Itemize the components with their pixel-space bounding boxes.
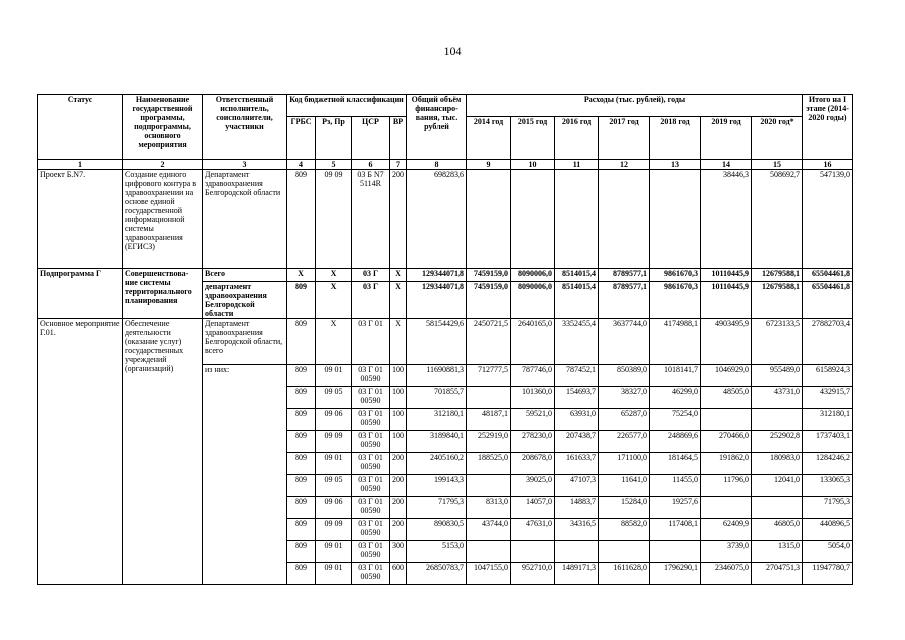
subprogram-year-value: 8789577,1 xyxy=(599,269,650,282)
detail-year-value: 15284,0 xyxy=(599,497,650,519)
subprogram-vr: Х xyxy=(390,282,407,319)
detail-csr: 03 Г 01 00590 xyxy=(352,519,390,541)
header-year: 2018 год xyxy=(650,117,701,160)
detail-year-value: 117408,1 xyxy=(650,519,701,541)
detail-year-value: 43744,0 xyxy=(467,519,511,541)
header-name: Наименование государственной программы, подпрограммы, основного мероприятия xyxy=(123,95,203,160)
subprogram-year-value: 7459159,0 xyxy=(467,269,511,282)
detail-year-value: 101360,0 xyxy=(511,387,555,409)
detail-year-value: 787746,0 xyxy=(511,365,555,387)
detail-year-value xyxy=(555,541,599,563)
subprogram-year-value: 8514015,4 xyxy=(555,282,599,319)
detail-year-value: 11455,0 xyxy=(650,475,701,497)
detail-total: 199143,3 xyxy=(407,475,467,497)
detail-stage-total: 5054,0 xyxy=(803,541,853,563)
detail-rzpr: 09 09 xyxy=(316,519,352,541)
measure-total-row xyxy=(38,319,853,365)
detail-year-value: 191862,0 xyxy=(701,453,752,475)
detail-year-value xyxy=(701,409,752,431)
detail-stage-total: 133065,3 xyxy=(803,475,853,497)
detail-year-value: 12041,0 xyxy=(752,475,803,497)
detail-year-value: 1046929,0 xyxy=(701,365,752,387)
detail-vr: 200 xyxy=(390,475,407,497)
detail-year-value: 3739,0 xyxy=(701,541,752,563)
column-number: 13 xyxy=(650,160,701,170)
project-rzpr: 09 09 xyxy=(316,170,352,269)
detail-year-value: 2346075,0 xyxy=(701,563,752,585)
detail-year-value: 59521,0 xyxy=(511,409,555,431)
subprogram-rzpr: Х xyxy=(316,282,352,319)
detail-year-value: 63931,0 xyxy=(555,409,599,431)
detail-csr: 03 Г 01 00590 xyxy=(352,431,390,453)
detail-year-value: 47107,3 xyxy=(555,475,599,497)
detail-vr: 200 xyxy=(390,519,407,541)
subprogram-rzpr: Х xyxy=(316,269,352,282)
column-number: 2 xyxy=(123,160,203,170)
subprogram-year-value: 10110445,9 xyxy=(701,282,752,319)
subprogram-status: Подпрограмма Г xyxy=(38,269,123,319)
measure-rzpr: Х xyxy=(316,319,352,365)
subprogram-grbs: 809 xyxy=(287,282,316,319)
detail-rzpr: 09 09 xyxy=(316,431,352,453)
project-year-value xyxy=(599,170,650,269)
header-year: 2019 год xyxy=(701,117,752,160)
project-responsible: Департамент здравоохранения Белгородской области xyxy=(203,170,287,269)
column-number: 12 xyxy=(599,160,650,170)
project-status: Проект Б.N7. xyxy=(38,170,123,269)
detail-stage-total: 432915,7 xyxy=(803,387,853,409)
header-vr: ВР xyxy=(390,117,407,160)
detail-year-value: 207438,7 xyxy=(555,431,599,453)
detail-year-value xyxy=(467,475,511,497)
detail-year-value: 48505,0 xyxy=(701,387,752,409)
header-row-1 xyxy=(38,95,853,117)
detail-rzpr: 09 05 xyxy=(316,387,352,409)
project-year-value xyxy=(511,170,555,269)
detail-year-value: 39025,0 xyxy=(511,475,555,497)
detail-year-value: 270466,0 xyxy=(701,431,752,453)
column-number: 4 xyxy=(287,160,316,170)
detail-csr: 03 Г 01 00590 xyxy=(352,365,390,387)
detail-year-value: 1489171,3 xyxy=(555,563,599,585)
detail-year-value: 1796290,1 xyxy=(650,563,701,585)
detail-rzpr: 09 06 xyxy=(316,409,352,431)
header-total: Общий объём финансиро-вания, тыс. рублей xyxy=(407,95,467,160)
detail-grbs: 809 xyxy=(287,365,316,387)
subprogram-vr: Х xyxy=(390,269,407,282)
detail-year-value: 65287,0 xyxy=(599,409,650,431)
detail-csr: 03 Г 01 00590 xyxy=(352,475,390,497)
detail-stage-total: 71795,3 xyxy=(803,497,853,519)
detail-stage-total: 11947780,7 xyxy=(803,563,853,585)
detail-year-value: 75254,0 xyxy=(650,409,701,431)
measure-year-value: 3637744,0 xyxy=(599,319,650,365)
detail-year-value: 88582,0 xyxy=(599,519,650,541)
detail-grbs: 809 xyxy=(287,519,316,541)
detail-year-value: 181464,5 xyxy=(650,453,701,475)
detail-total: 5153,0 xyxy=(407,541,467,563)
subprogram-year-value: 9861670,3 xyxy=(650,269,701,282)
budget-table xyxy=(37,94,853,585)
detail-year-value xyxy=(599,541,650,563)
detail-year-value xyxy=(752,497,803,519)
detail-grbs: 809 xyxy=(287,431,316,453)
subprogram-resp: Всего xyxy=(203,269,287,282)
measure-stage-total: 27882703,4 xyxy=(803,319,853,365)
detail-grbs: 809 xyxy=(287,475,316,497)
detail-csr: 03 Г 01 00590 xyxy=(352,497,390,519)
column-number: 3 xyxy=(203,160,287,170)
measure-year-value: 2450721,5 xyxy=(467,319,511,365)
detail-year-value: 43731,0 xyxy=(752,387,803,409)
detail-year-value: 14057,0 xyxy=(511,497,555,519)
detail-total: 3189840,1 xyxy=(407,431,467,453)
subprogram-year-value: 8090006,0 xyxy=(511,269,555,282)
detail-year-value xyxy=(467,387,511,409)
detail-total: 312180,1 xyxy=(407,409,467,431)
project-year-value xyxy=(555,170,599,269)
detail-year-value: 787452,1 xyxy=(555,365,599,387)
measure-resp-total: Департамент здравоохранения Белгородской области, всего xyxy=(203,319,287,365)
detail-year-value: 19257,6 xyxy=(650,497,701,519)
subprogram-year-value: 8090006,0 xyxy=(511,282,555,319)
subprogram-year-value: 12679588,1 xyxy=(752,282,803,319)
measure-status: Основное мероприятие Г.01. xyxy=(38,319,123,585)
column-number: 8 xyxy=(407,160,467,170)
detail-year-value xyxy=(650,541,701,563)
measure-total: 58154429,6 xyxy=(407,319,467,365)
project-total: 698283,6 xyxy=(407,170,467,269)
detail-year-value xyxy=(511,541,555,563)
detail-year-value: 1018141,7 xyxy=(650,365,701,387)
detail-year-value: 252919,0 xyxy=(467,431,511,453)
detail-year-value: 252902,8 xyxy=(752,431,803,453)
detail-vr: 200 xyxy=(390,453,407,475)
detail-year-value: 952710,0 xyxy=(511,563,555,585)
detail-year-value: 208678,0 xyxy=(511,453,555,475)
detail-year-value: 46805,0 xyxy=(752,519,803,541)
detail-grbs: 809 xyxy=(287,387,316,409)
subprogram-grbs: Х xyxy=(287,269,316,282)
header-grbs: ГРБС xyxy=(287,117,316,160)
detail-year-value: 850389,0 xyxy=(599,365,650,387)
detail-year-value xyxy=(467,541,511,563)
detail-csr: 03 Г 01 00590 xyxy=(352,387,390,409)
detail-year-value xyxy=(701,497,752,519)
detail-year-value: 188525,0 xyxy=(467,453,511,475)
detail-rzpr: 09 01 xyxy=(316,453,352,475)
detail-year-value: 48187,1 xyxy=(467,409,511,431)
measure-year-value: 3352455,4 xyxy=(555,319,599,365)
detail-year-value: 154693,7 xyxy=(555,387,599,409)
column-number-row xyxy=(38,160,853,170)
detail-csr: 03 Г 01 00590 xyxy=(352,541,390,563)
column-number: 1 xyxy=(38,160,123,170)
detail-total: 26850783,7 xyxy=(407,563,467,585)
project-year-value: 38446,3 xyxy=(701,170,752,269)
project-vr: 200 xyxy=(390,170,407,269)
column-number: 14 xyxy=(701,160,752,170)
subprogram-year-value: 8514015,4 xyxy=(555,269,599,282)
project-year-value xyxy=(650,170,701,269)
detail-vr: 100 xyxy=(390,387,407,409)
column-number: 15 xyxy=(752,160,803,170)
subprogram-year-value: 12679588,1 xyxy=(752,269,803,282)
detail-grbs: 809 xyxy=(287,563,316,585)
measure-name: Обеспечение деятельности (оказание услуг) государственных учреждений (организаций) xyxy=(123,319,203,585)
header-responsible: Ответственный исполнитель, соисполнители, участники xyxy=(203,95,287,160)
measure-year-value: 4903495,9 xyxy=(701,319,752,365)
detail-total: 11690881,3 xyxy=(407,365,467,387)
detail-total: 701855,7 xyxy=(407,387,467,409)
detail-year-value: 1047155,0 xyxy=(467,563,511,585)
subprogram-total: 129344071,8 xyxy=(407,269,467,282)
measure-csr: 03 Г 01 xyxy=(352,319,390,365)
detail-grbs: 809 xyxy=(287,409,316,431)
detail-rzpr: 09 01 xyxy=(316,563,352,585)
detail-total: 890830,5 xyxy=(407,519,467,541)
detail-year-value: 955489,0 xyxy=(752,365,803,387)
column-number: 5 xyxy=(316,160,352,170)
detail-stage-total: 1737403,1 xyxy=(803,431,853,453)
column-number: 16 xyxy=(803,160,853,170)
detail-stage-total: 312180,1 xyxy=(803,409,853,431)
detail-year-value: 1611628,0 xyxy=(599,563,650,585)
detail-vr: 100 xyxy=(390,431,407,453)
project-csr: 03 Б N7 5114R xyxy=(352,170,390,269)
subprogram-total: 129344071,8 xyxy=(407,282,467,319)
project-row xyxy=(38,170,853,269)
detail-total: 71795,3 xyxy=(407,497,467,519)
detail-vr: 300 xyxy=(390,541,407,563)
project-year-value xyxy=(467,170,511,269)
subprogram-year-value: 7459159,0 xyxy=(467,282,511,319)
detail-total: 2405160,2 xyxy=(407,453,467,475)
header-budget-code: Код бюджетной классификации xyxy=(287,95,407,117)
project-grbs: 809 xyxy=(287,170,316,269)
column-number: 6 xyxy=(352,160,390,170)
header-rzpr: Рз, Пр xyxy=(316,117,352,160)
subprogram-year-value: 8789577,1 xyxy=(599,282,650,319)
project-year-value: 508692,7 xyxy=(752,170,803,269)
detail-year-value: 62409,9 xyxy=(701,519,752,541)
column-number: 10 xyxy=(511,160,555,170)
project-name: Создание единого цифрового контура в здравоохранении на основе единой государственной информационной системы здравоохранения (ЕГИСЗ) xyxy=(123,170,203,269)
detail-year-value: 34316,5 xyxy=(555,519,599,541)
subprogram-row-total xyxy=(38,269,853,282)
measure-year-value: 4174988,1 xyxy=(650,319,701,365)
detail-year-value: 226577,0 xyxy=(599,431,650,453)
subprogram-csr: 03 Г xyxy=(352,282,390,319)
page-number: 104 xyxy=(443,44,462,58)
detail-year-value: 161633,7 xyxy=(555,453,599,475)
subprogram-stage-total: 65504461,8 xyxy=(803,269,853,282)
detail-year-value xyxy=(752,409,803,431)
header-year: 2014 год xyxy=(467,117,511,160)
detail-year-value: 47631,0 xyxy=(511,519,555,541)
detail-vr: 100 xyxy=(390,365,407,387)
detail-csr: 03 Г 01 00590 xyxy=(352,453,390,475)
column-number: 7 xyxy=(390,160,407,170)
detail-year-value: 180983,0 xyxy=(752,453,803,475)
measure-resp-sub: из них: xyxy=(203,365,287,585)
detail-grbs: 809 xyxy=(287,541,316,563)
detail-grbs: 809 xyxy=(287,497,316,519)
header-year: 2015 год xyxy=(511,117,555,160)
detail-year-value: 278230,0 xyxy=(511,431,555,453)
subprogram-year-value: 9861670,3 xyxy=(650,282,701,319)
detail-rzpr: 09 06 xyxy=(316,497,352,519)
detail-year-value: 46299,0 xyxy=(650,387,701,409)
header-year: 2016 год xyxy=(555,117,599,160)
header-csr: ЦСР xyxy=(352,117,390,160)
subprogram-year-value: 10110445,9 xyxy=(701,269,752,282)
detail-vr: 600 xyxy=(390,563,407,585)
detail-vr: 200 xyxy=(390,497,407,519)
detail-csr: 03 Г 01 00590 xyxy=(352,563,390,585)
column-number: 9 xyxy=(467,160,511,170)
detail-year-value: 1315,0 xyxy=(752,541,803,563)
subprogram-stage-total: 65504461,8 xyxy=(803,282,853,319)
detail-vr: 100 xyxy=(390,409,407,431)
detail-stage-total: 6158924,3 xyxy=(803,365,853,387)
detail-year-value: 2704751,3 xyxy=(752,563,803,585)
detail-year-value: 11796,0 xyxy=(701,475,752,497)
column-number: 11 xyxy=(555,160,599,170)
detail-year-value: 171100,0 xyxy=(599,453,650,475)
subprogram-name: Совершенствова-ние системы территориального планирования xyxy=(123,269,203,319)
detail-stage-total: 440896,5 xyxy=(803,519,853,541)
detail-rzpr: 09 01 xyxy=(316,541,352,563)
measure-year-value: 6723133,5 xyxy=(752,319,803,365)
detail-year-value: 8313,0 xyxy=(467,497,511,519)
detail-rzpr: 09 01 xyxy=(316,365,352,387)
detail-stage-total: 1284246,2 xyxy=(803,453,853,475)
detail-rzpr: 09 05 xyxy=(316,475,352,497)
subprogram-resp: департамент здравоохранения Белгородской области xyxy=(203,282,287,319)
header-stage-total: Итого на I этапе (2014-2020 годы) xyxy=(803,95,853,160)
detail-year-value: 14883,7 xyxy=(555,497,599,519)
detail-year-value: 11641,0 xyxy=(599,475,650,497)
subprogram-csr: 03 Г xyxy=(352,269,390,282)
header-status: Статус xyxy=(38,95,123,160)
measure-vr: Х xyxy=(390,319,407,365)
header-year: 2020 год* xyxy=(752,117,803,160)
header-year: 2017 год xyxy=(599,117,650,160)
detail-year-value: 248869,6 xyxy=(650,431,701,453)
detail-year-value: 712777,5 xyxy=(467,365,511,387)
detail-csr: 03 Г 01 00590 xyxy=(352,409,390,431)
measure-grbs: 809 xyxy=(287,319,316,365)
detail-year-value: 38327,0 xyxy=(599,387,650,409)
detail-grbs: 809 xyxy=(287,453,316,475)
header-expenses: Расходы (тыс. рублей), годы xyxy=(467,95,803,117)
measure-year-value: 2640165,0 xyxy=(511,319,555,365)
project-stage-total: 547139,0 xyxy=(803,170,853,269)
